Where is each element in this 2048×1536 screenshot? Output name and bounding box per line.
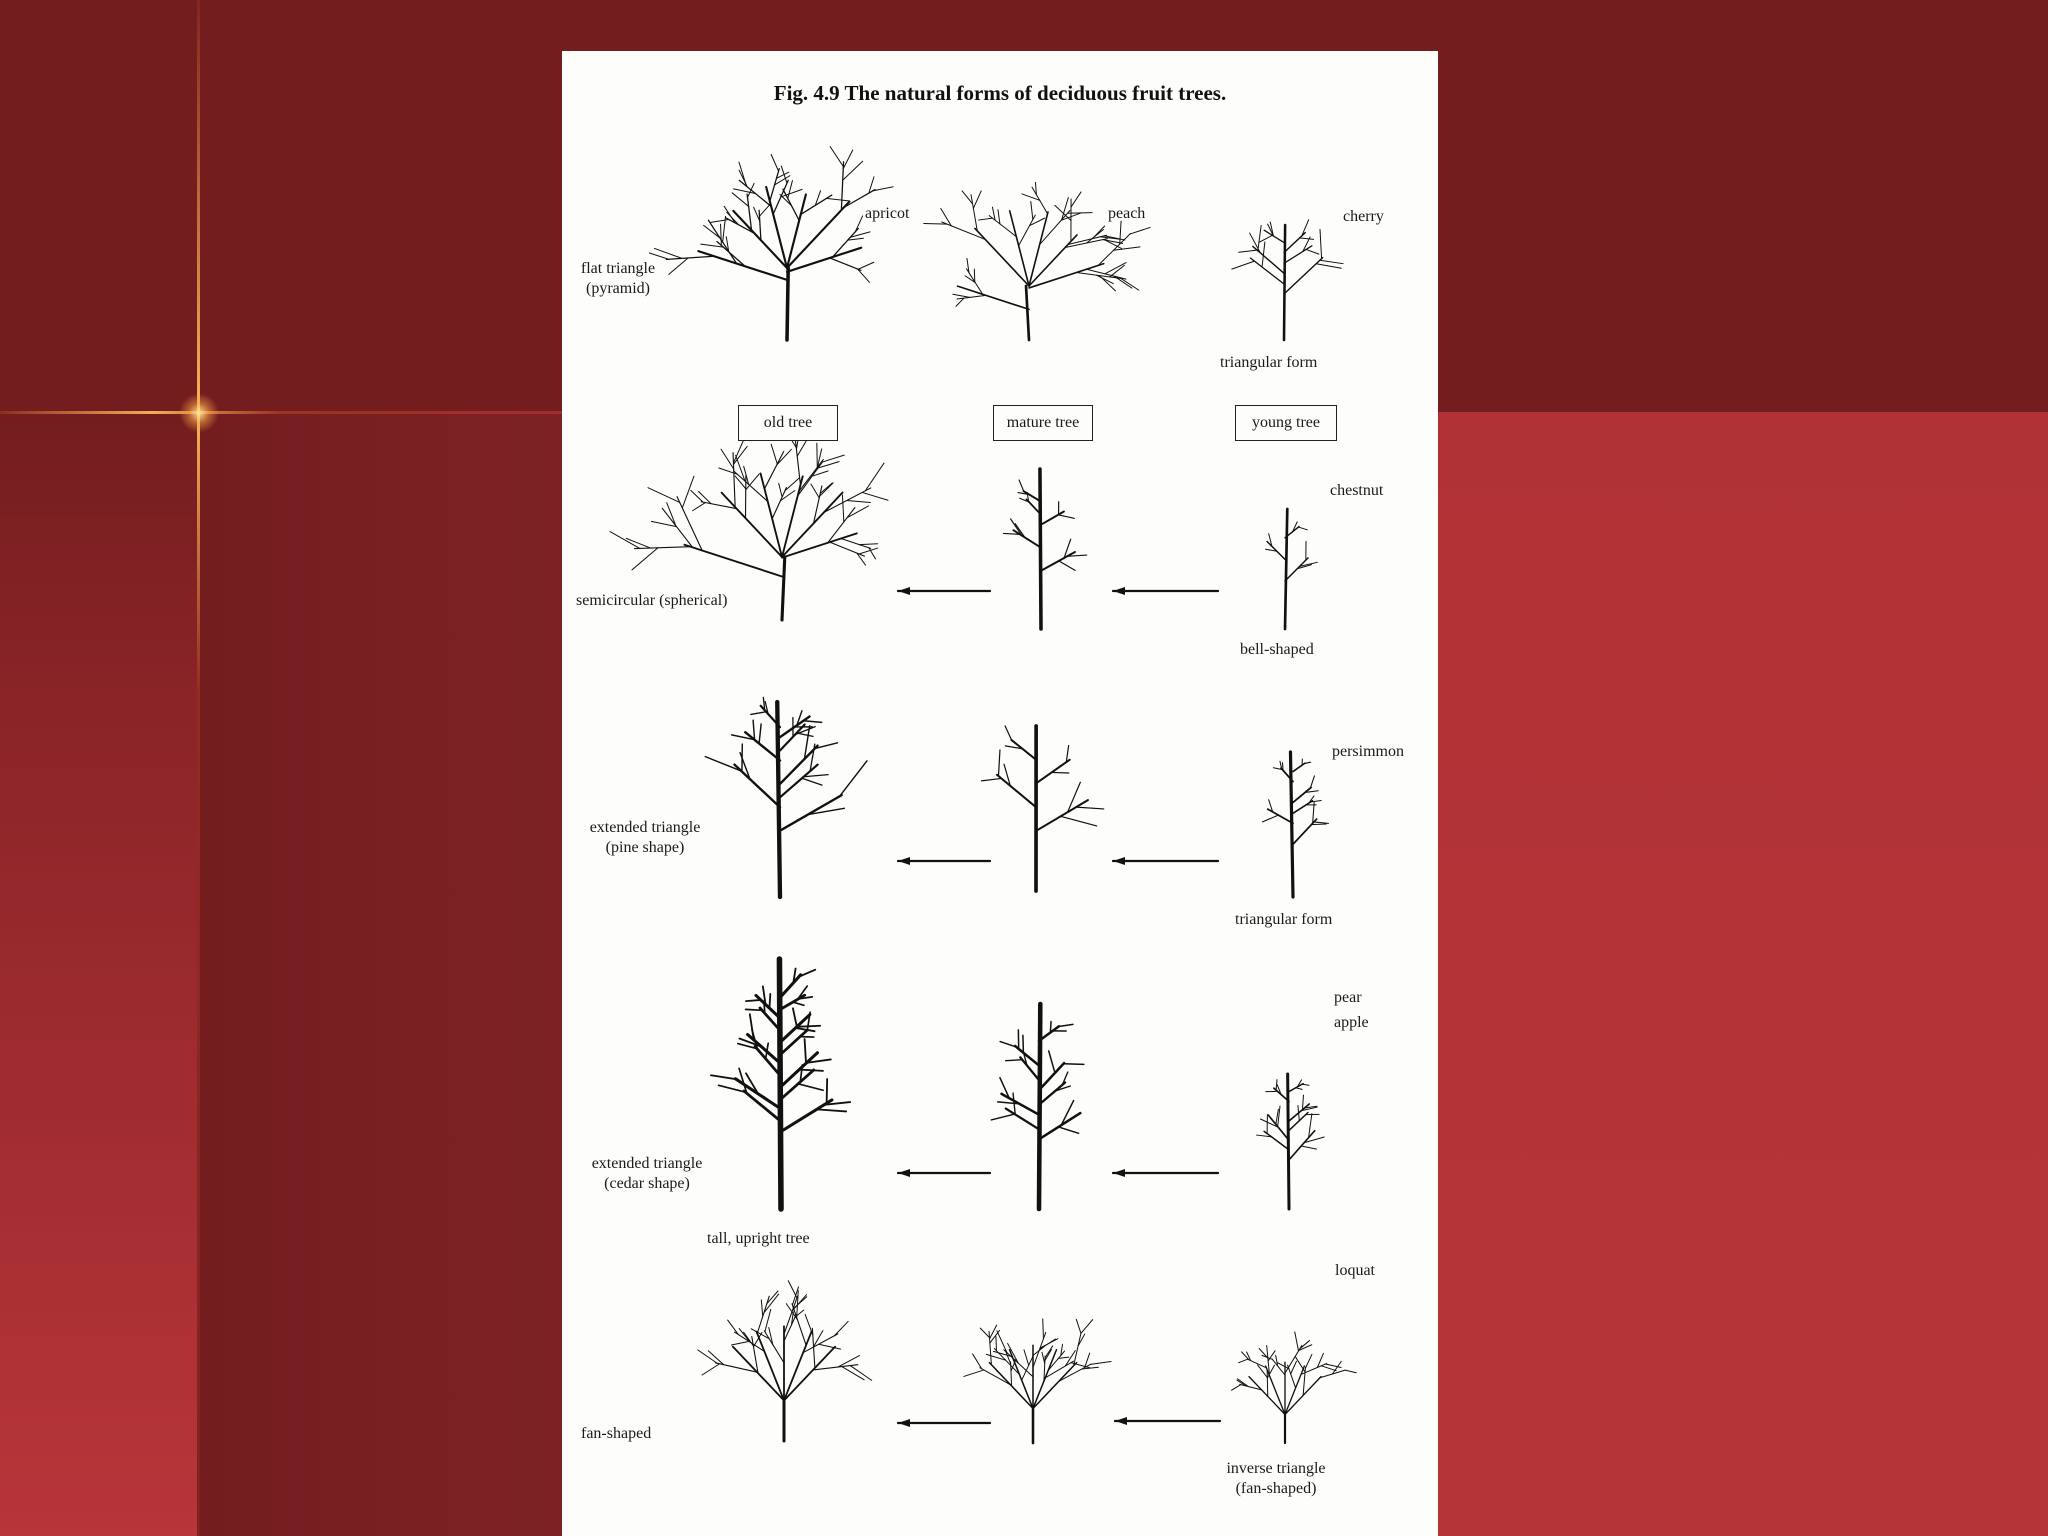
row4-note-label: tall, upright tree [707,1230,810,1247]
row1-young-form-label: triangular form [1220,354,1318,371]
species-label-loquat: loquat [1335,1262,1375,1279]
arrow-row3-young-to-mature [1113,857,1218,865]
row5-form-label: fan-shaped [581,1425,652,1442]
arrow-row4-mature-to-old [898,1169,990,1177]
arrow-row5-young-to-mature [1115,1417,1220,1425]
tree-persimmon-mature [981,726,1103,891]
row5-young-form-label: inverse triangle (fan-shaped) [1226,1460,1326,1497]
species-label-pear-apple: pear apple [1334,989,1369,1031]
row3-form-label: extended triangle (pine shape) [589,819,701,856]
background-lower-left [197,412,562,1536]
lens-flare-horizontal [0,411,562,414]
figure-panel [562,51,1438,1536]
tree-chestnut-mature [1004,469,1087,629]
arrow-row2-young-to-mature [1113,587,1218,595]
row3-young-form-label: triangular form [1235,911,1333,928]
stage-box-old-tree: old tree [738,405,838,441]
tree-persimmon-young [1263,752,1329,897]
species-label-cherry: cherry [1343,208,1384,225]
arrow-row2-mature-to-old [898,587,990,595]
tree-loquat-mature [964,1319,1111,1443]
background-lower-right [1438,412,2048,1536]
arrow-row4-young-to-mature [1113,1169,1218,1177]
row2-young-form-label: bell-shaped [1240,641,1314,658]
row2-form-label: semicircular (spherical) [576,592,728,609]
tree-diagram [562,51,1438,1536]
row4-form-label: extended triangle (cedar shape) [591,1155,703,1192]
tree-pear-young [1257,1074,1325,1209]
lens-flare-vertical [197,0,200,1536]
species-label-peach: peach [1108,205,1146,222]
background-left-column [0,0,197,1536]
row1-form-label: flat triangle (pyramid) [580,260,656,297]
stage-box-young-tree: young tree [1235,405,1337,441]
stage-box-mature-tree: mature tree [993,405,1093,441]
species-label-apricot: apricot [865,205,910,222]
tree-loquat-young [1232,1332,1357,1443]
tree-pear-old [711,959,850,1209]
tree-loquat-old [698,1281,872,1441]
tree-persimmon-old [705,697,867,897]
species-label-persimmon: persimmon [1332,743,1404,760]
figure-title: Fig. 4.9 The natural forms of deciduous fruit trees. [773,81,1227,105]
arrow-row3-mature-to-old [898,857,990,865]
tree-chestnut-young [1266,509,1318,629]
tree-cherry [1232,220,1343,340]
arrow-row5-mature-to-old [898,1419,990,1427]
tree-apricot [649,147,893,340]
lens-flare-glow [179,393,219,433]
tree-pear-mature [991,1004,1084,1209]
species-label-chestnut: chestnut [1330,482,1384,499]
